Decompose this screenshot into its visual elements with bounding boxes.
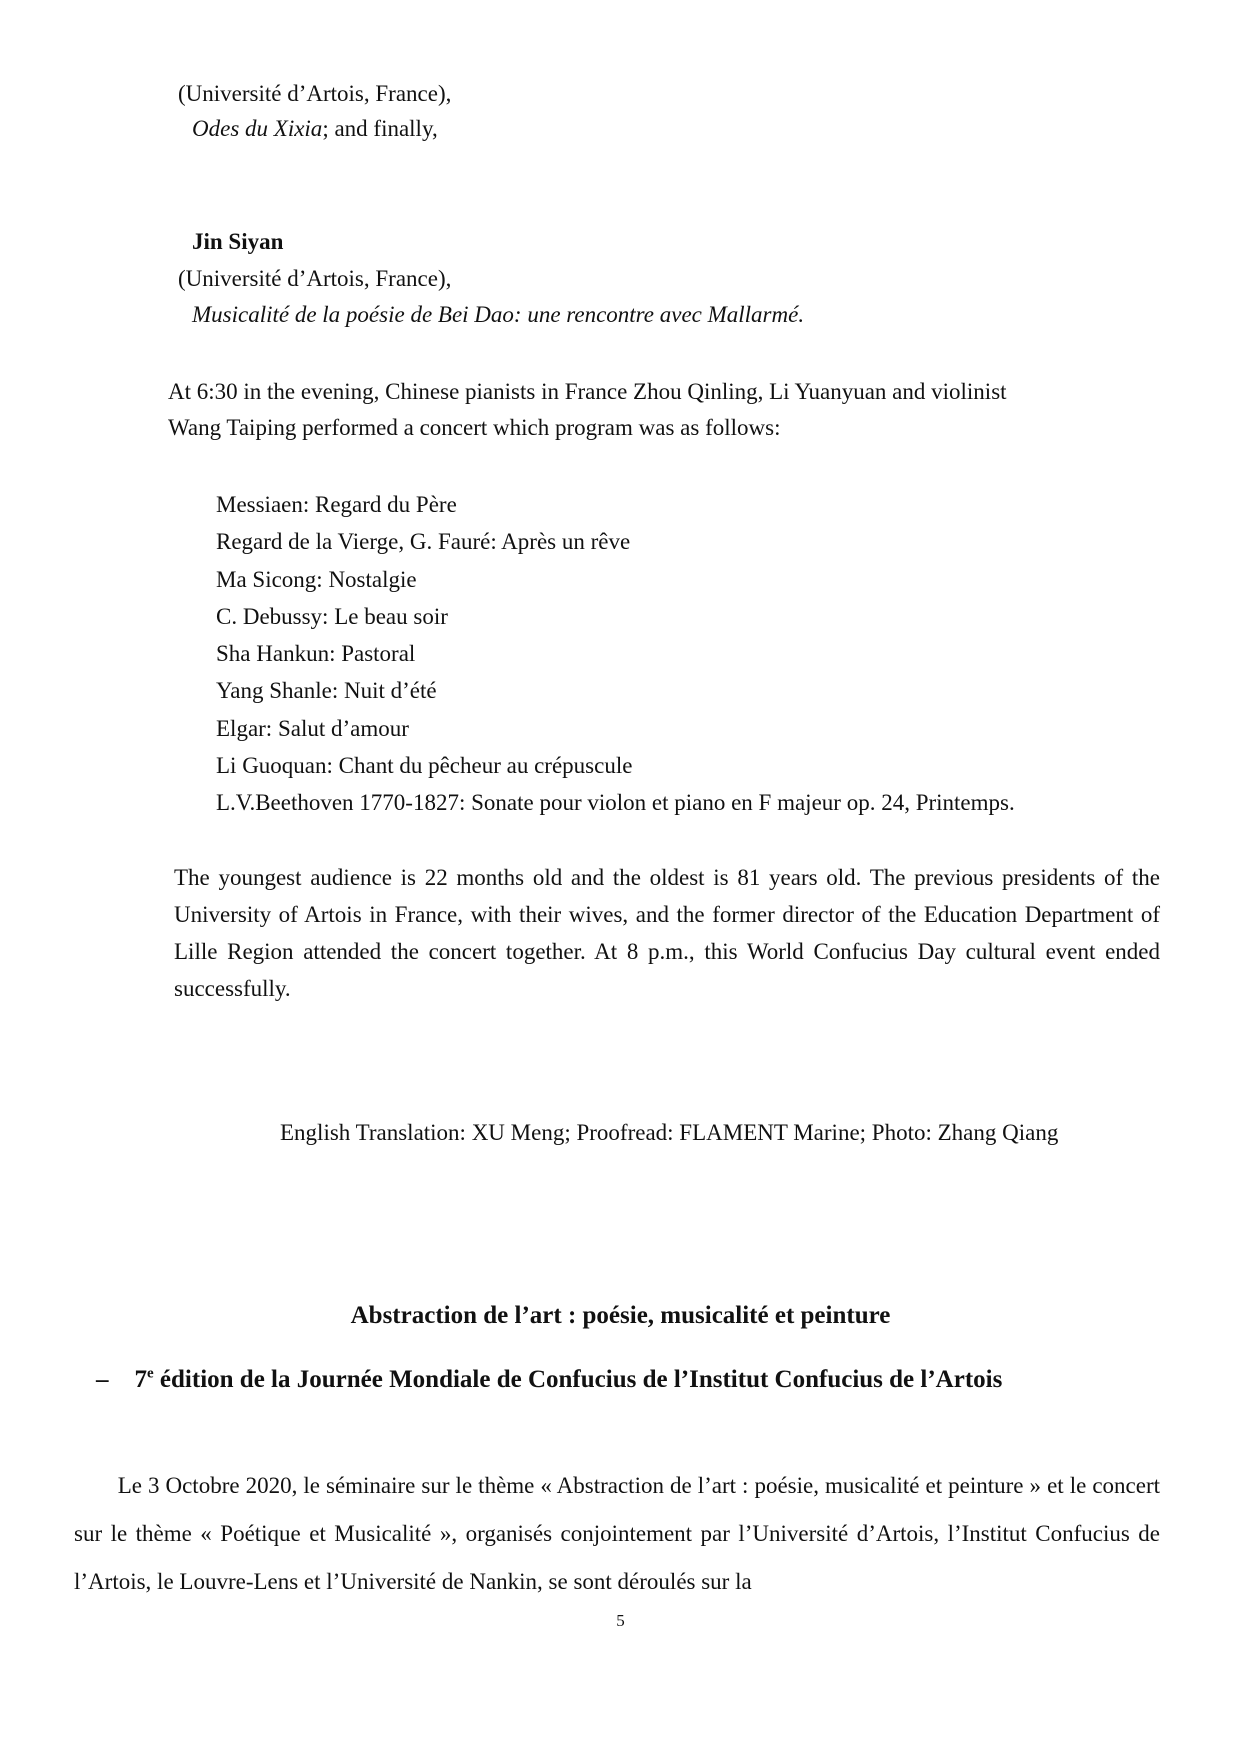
- section-title: Abstraction de l’art : poésie, musicalité et peinture: [350, 1302, 891, 1329]
- program-item: L.V.Beethoven 1770-1827: Sonate pour violon et piano en F majeur op. 24, Printemps.: [216, 790, 1015, 816]
- speaker-affiliation: (Université d’Artois, France),: [178, 266, 452, 291]
- subtitle-dash: –: [96, 1366, 109, 1393]
- speaker-talk-title: Musicalité de la poésie de Bei Dao: une rencontre avec Mallarmé.: [192, 302, 805, 327]
- page-number: 5: [616, 1611, 625, 1630]
- program-item: Ma Sicong: Nostalgie: [216, 566, 417, 592]
- french-paragraph: Le 3 Octobre 2020, le séminaire sur le thème « Abstraction de l’art : poésie, musicalité et peinture » et le concert sur le thème « Poétique et Musicalité », organisés conjointement par l’Université d’Artois, l’Institut Confucius de l’Artois, le Louvre-Lens et l’Université de Nankin, se sont déroulés sur la: [74, 1473, 1160, 1594]
- concert-intro-line-1: At 6:30 in the evening, Chinese pianists in France Zhou Qinling, Li Yuanyuan and violinist: [168, 379, 1007, 404]
- audience-paragraph: The youngest audience is 22 months old and the oldest is 81 years old. The previous presidents of the University of Artois in France, with their wives, and the former director of the Education Department of Lille Region attended the concert together. At 8 p.m., this World Confucius Day cultural event ended successfully.: [174, 865, 1160, 1001]
- concert-intro-line-2: Wang Taiping performed a concert which program was as follows:: [168, 415, 781, 440]
- program-item: C. Debussy: Le beau soir: [216, 603, 448, 629]
- section-subtitle: [96, 1364, 1002, 1396]
- program-item: Messiaen: Regard du Père: [216, 492, 457, 517]
- talk-title-italic: Odes du Xixia: [192, 116, 323, 141]
- program-item: Regard de la Vierge, G. Fauré: Après un rêve: [216, 529, 631, 555]
- program-item: Yang Shanle: Nuit d’été: [216, 678, 437, 704]
- program-item: Elgar: Salut d’amour: [216, 715, 409, 741]
- subtitle-rest: édition de la Journée Mondiale de Confucius de l’Institut Confucius de l’Artois: [153, 1366, 1003, 1393]
- talk-title-suffix: ; and finally,: [322, 116, 438, 141]
- talk-title-line: [192, 114, 438, 144]
- subtitle-number: 7: [134, 1366, 147, 1393]
- program-item: Li Guoquan: Chant du pêcheur au crépuscule: [216, 753, 633, 779]
- speaker-name: Jin Siyan: [192, 229, 284, 254]
- affiliation-line: (Université d’Artois, France),: [178, 81, 452, 106]
- credits-line: English Translation: XU Meng; Proofread: FLAMENT Marine; Photo: Zhang Qiang: [280, 1120, 1059, 1145]
- program-item: Sha Hankun: Pastoral: [216, 641, 416, 667]
- subtitle-superscript: e: [147, 1365, 154, 1382]
- concert-program-list: [216, 486, 1015, 822]
